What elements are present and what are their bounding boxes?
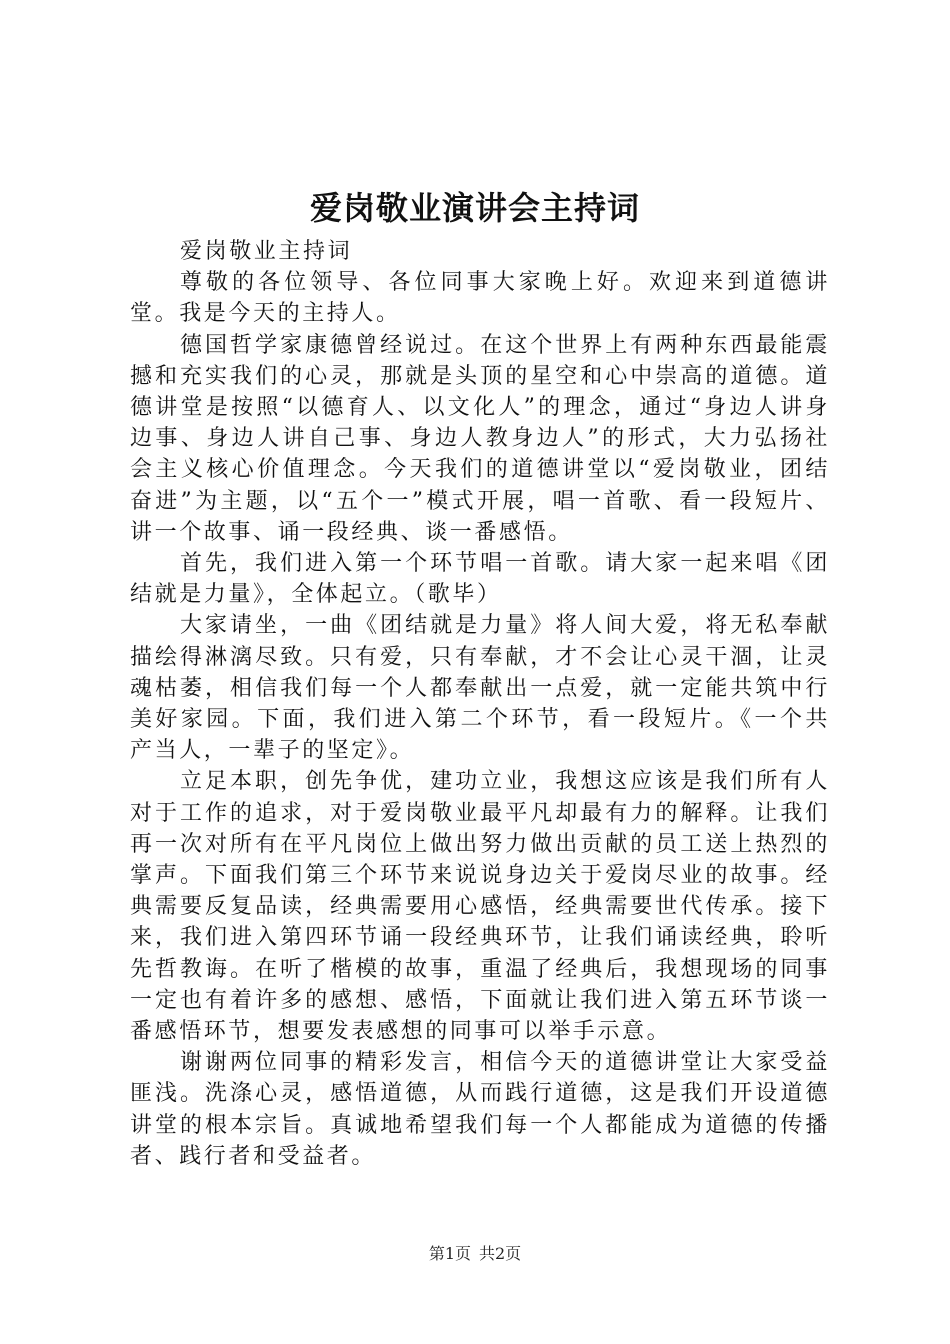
page-number: 第1页 <box>428 1244 471 1263</box>
page-footer <box>0 1243 950 1265</box>
film-paragraph: 大家请坐，一曲《团结就是力量》将人间大爱，将无私奉献描绘得淋漓尽致。只有爱，只有奉献，才不会让心灵干涸，让灵魂枯萎，相信我们每一个人都奉献出一点爱，就一定能共筑中行美好家园。下面，我们进入第二个环节，看一段短片。《一个共产当人，一辈子的坚定》。 <box>130 613 830 764</box>
page-total: 共2页 <box>479 1244 522 1263</box>
document-title: 爱岗敬业演讲会主持词 <box>309 189 640 227</box>
song-paragraph: 首先，我们进入第一个环节唱一首歌。请大家一起来唱《团结就是力量》，全体起立。（歌毕） <box>130 551 830 608</box>
greeting-paragraph: 尊敬的各位领导、各位同事大家晚上好。欢迎来到道德讲堂。我是今天的主持人。 <box>130 270 830 327</box>
closing-paragraph: 谢谢两位同事的精彩发言，相信今天的道德讲堂让大家受益匪浅。洗涤心灵，感悟道德，从而践行道德，这是我们开设道德讲堂的根本宗旨。真诚地希望我们每一个人都能成为道德的传播者、践行者和受益者。 <box>130 1050 830 1169</box>
story-paragraph: 立足本职，创先争优，建功立业，我想这应该是我们所有人对于工作的追求，对于爱岗敬业最平凡却最有力的解释。让我们再一次对所有在平凡岗位上做出努力做出贡献的员工送上热烈的掌声。下面我们第三个环节来说说身边关于爱岗尽业的故事。经典需要反复品读，经典需要用心感悟，经典需要世代传承。接下来，我们进入第四环节诵一段经典环节，让我们诵读经典，聆听先哲教诲。在听了楷模的故事，重温了经典后，我想现场的同事一定也有着许多的感想、感悟，下面就让我们进入第五环节谈一番感悟环节，想要发表感想的同事可以举手示意。 <box>130 769 830 1045</box>
intro-paragraph: 德国哲学家康德曾经说过。在这个世界上有两种东西最能震撼和充实我们的心灵，那就是头顶的星空和心中崇高的道德。道德讲堂是按照“以德育人、以文化人”的理念，通过“身边人讲身边事、身边人讲自己事、身边人教身边人”的形式，大力弘扬社会主义核心价值理念。今天我们的道德讲堂以“爱岗敬业，团结奋进”为主题，以“五个一”模式开展，唱一首歌、看一段短片、讲一个故事、诵一段经典、谈一番感悟。 <box>130 332 830 545</box>
subtitle-paragraph: 爱岗敬业主持词 <box>180 239 353 264</box>
document-body <box>130 236 830 1172</box>
